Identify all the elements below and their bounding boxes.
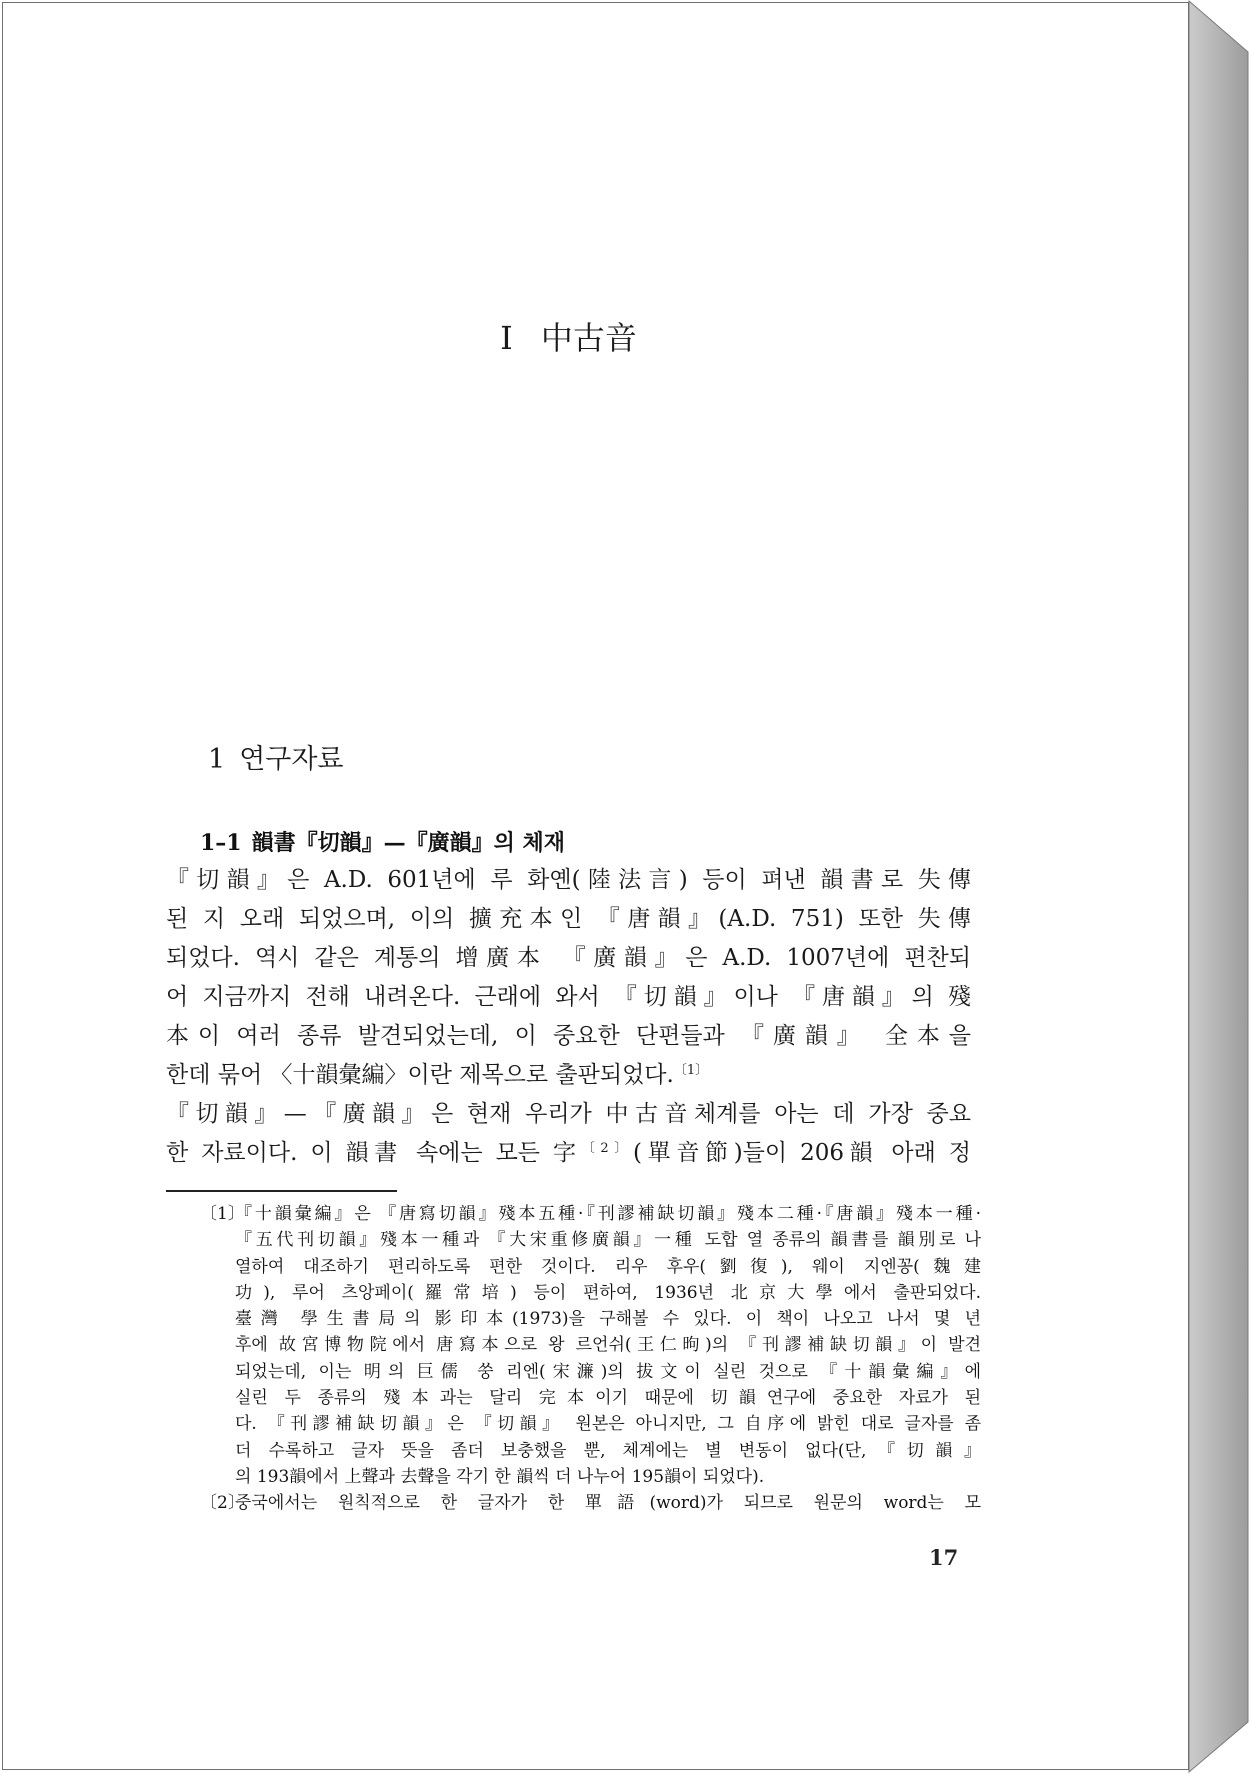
body-line-text: (單音節)들이 206韻 아래 정 [633,1140,971,1166]
section-heading [208,741,344,779]
footnote-line: 중국에서는 원칙적으로 한 글자가 한 單語(word)가 되므로 원문의 word는 모 [235,1493,981,1514]
book-page [2,2,1189,1770]
footnote-divider [166,1190,397,1192]
footnote-line: 臺灣 學生書局의 影印本(1973)을 구해볼 수 있다. 이 책이 나오고 나서 몇 년 [235,1309,981,1330]
footnote-line: 후에 故宮博物院에서 唐寫本으로 왕 르언쉬(王仁昫)의 『刊謬補缺切韻』이 발견 [235,1335,981,1356]
section-number: 1 [208,744,226,775]
footnote-text [235,1490,981,1516]
body-line [166,978,971,1017]
body-line-text: 한 자료이다. 이 韻書 속에는 모든 字 [166,1140,582,1166]
footnote-ref: 〔1〕 [673,1063,709,1078]
footnote-line: 되었는데, 이는 明의 巨儒 쑹 리엔(宋濂)의 拔文이 실린 것으로 『十韻彙編』에 [235,1361,981,1382]
body-line [166,1056,971,1095]
body-line [166,1095,971,1134]
body-line-text: 한데 묶어 〈十韻彙編〉이란 제목으로 출판되었다. [166,1062,674,1088]
footnote-line: 功), 루어 츠앙페이(羅常培) 등이 편하여, 1936년 北京大學에서 출판되었다. [235,1282,981,1303]
chapter-title-text: 中古音 [540,319,637,357]
body-line-text: 『切韻』—『廣韻』은 현재 우리가 中古音체계를 아는 데 가장 중요 [166,1101,971,1127]
footnote-line: 『五代刊切韻』殘本一種과 『大宋重修廣韻』一種 도합 열 종류의 韻書를 韻別로 나 [235,1230,981,1251]
body-line [166,939,971,978]
footnotes [200,1201,981,1517]
footnote-ref: 〔2〕 [581,1141,634,1156]
footnote-marker: 〔1〕 [200,1204,245,1224]
chapter-numeral: I [500,319,513,357]
body-line-text: 된 지 오래 되었으며, 이의 擴充本인 『唐韻』(A.D. 751) 또한 失傳 [166,906,971,932]
body-text [166,861,971,1173]
body-line [166,861,971,900]
body-line [166,1017,971,1056]
subsection-title: 韻書『切韻』—『廣韻』의 체재 [251,830,566,856]
footnote-marker: 〔2〕 [200,1493,245,1514]
body-line [166,1134,971,1173]
subsection-number: 1–1 [200,830,242,856]
footnote-line: 실린 두 종류의 殘本과는 달리 完本이기 때문에 切韻연구에 중요한 자료가 된 [235,1388,981,1409]
footnote-line: 더 수록하고 글자 뜻을 좀더 보충했을 뿐, 체계에는 별 변동이 없다(단,『切韻』 [235,1440,981,1461]
body-line-text: 『切韻』은 A.D. 601년에 루 화옌(陸法言) 등이 펴낸 韻書로 失傳 [166,867,971,893]
footnote [200,1490,981,1516]
footnote-line: 『十韻彙編』은 『唐寫切韻』殘本五種·『刊謬補缺切韻』殘本二種·『唐韻』殘本一種· [235,1204,981,1224]
footnote-line: 다. 『刊謬補缺切韻』은 『切韻』 원본은 아니지만, 그 自序에 밝힌 대로 글자를 좀 [235,1414,981,1435]
footnote-line: 의 193韻에서 上聲과 去聲을 각기 한 韻씩 더 나누어 195韻이 되었다). [235,1466,765,1487]
subsection-heading [200,825,565,861]
body-line [166,900,971,939]
footnote [200,1201,981,1490]
body-line-text: 되었다. 역시 같은 계통의 增廣本 『廣韻』은 A.D. 1007년에 편찬되 [166,945,971,971]
footnote-text [235,1201,981,1490]
body-line-text: 本이 여러 종류 발견되었는데, 이 중요한 단편들과 『廣韻』 全本을 [166,1023,971,1049]
footnote-line: 열하여 대조하기 편리하도록 편한 것이다. 리우 후우(劉復), 웨이 지엔꽁(魏建 [235,1256,981,1277]
chapter-title [166,316,971,360]
section-title: 연구자료 [239,744,344,775]
page-number: 17 [929,1545,959,1570]
body-line-text: 어 지금까지 전해 내려온다. 근래에 와서 『切韻』이나 『唐韻』의 殘 [166,984,971,1010]
